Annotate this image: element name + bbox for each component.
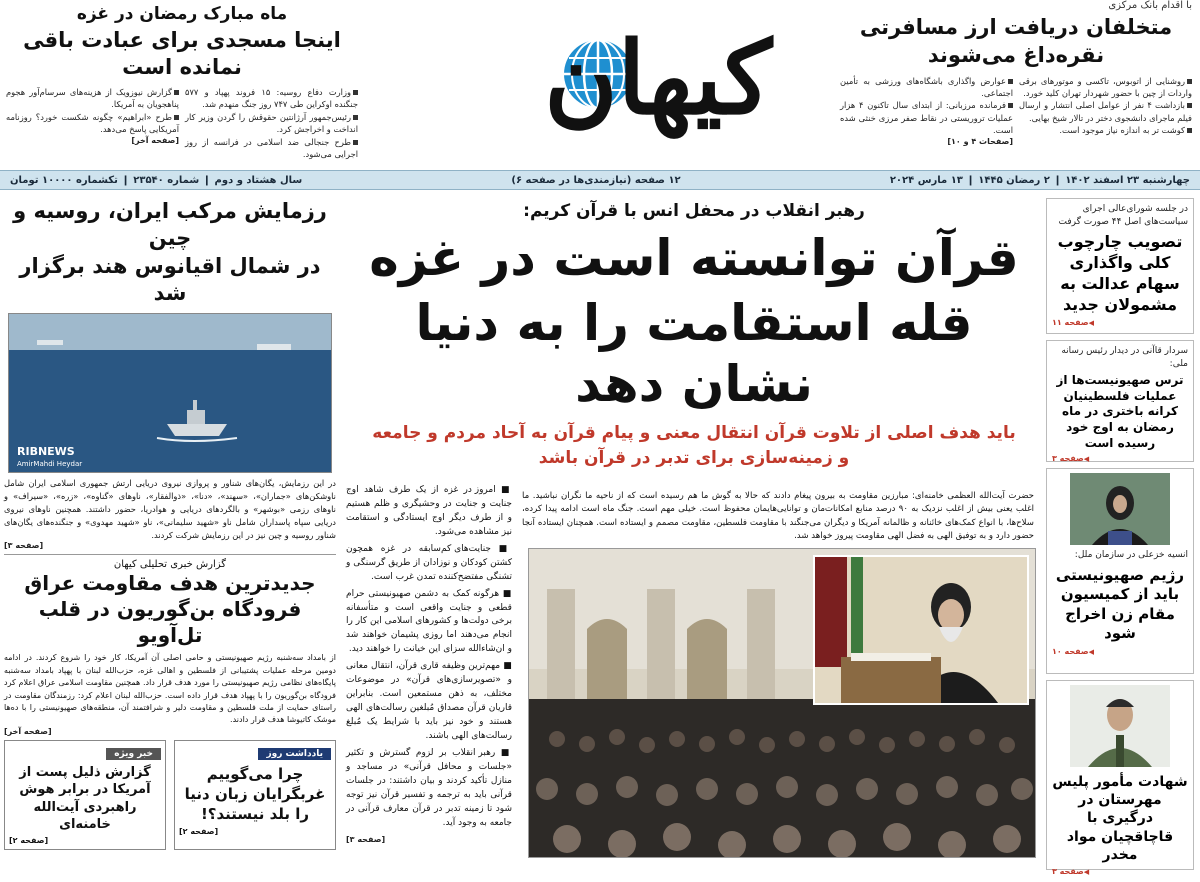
brief-text: رئیس‌جمهور آرژانتین حقوقش را گردن وزیر کار انداخت و اخراجش کرد. <box>185 111 358 135</box>
brief-item[interactable] <box>6 111 179 136</box>
brief-item[interactable] <box>1019 99 1192 124</box>
lead-subhead-2[interactable]: و زمینه‌سازی برای تدبر در قرآن باشد <box>538 447 850 468</box>
page-reference[interactable]: ◀ صفحه ۳ <box>1052 867 1188 876</box>
right-story-4[interactable] <box>1046 680 1194 876</box>
bullet-icon <box>353 90 358 95</box>
right-story-2[interactable] <box>1046 340 1194 462</box>
date-bar <box>0 170 1200 190</box>
report-kicker: گزارش خبری تحلیلی کیهان <box>113 559 227 571</box>
lead-headline-1[interactable]: قرآن توانسته است در غزه <box>369 229 1019 287</box>
special-news-headline[interactable]: گزارش ذلیل پست از آمریکا در برابر هوش راهبردی آیت‌الله خامنه‌ای <box>19 764 151 833</box>
brief-item[interactable] <box>1019 124 1192 136</box>
story-kicker: سردار قاآنی در دیدار رئیس رسانه ملی: <box>1061 346 1188 369</box>
right-column <box>1046 198 1194 878</box>
exercise-text: در این رزمایش، یگان‌های شناور و پروازی نیروی دریایی ارتش جمهوری اسلامی ایران شامل ناوشکن‌های «جماران»، «سهند»، «دنا»، «ذوالفقار»، ناوهای «گناوه»، «زره»، «سیراف» و ناوهای رزمی «بوشهر» و بالگردهای دریایی و هوادریا، حضور داشتند. همچنین ناوهای نیروی دریایی سپاه پاسداران شامل ناو «شهید سلیمانی»، ناو «شهید مهدوی» و جنگنده‌های یگان‌های شناور روسیه و چین نیز در این رزمایش شرکت کردند. <box>4 478 336 540</box>
report-headline-2[interactable]: فرودگاه بن‌گوریون در قلب تل‌آویو <box>38 597 302 648</box>
brief-text: روشنایی از اتوبوس، تاکسی و موتورهای برقی واردات از چین با حضور شهردار تهران کلید خورد. <box>1019 75 1192 98</box>
page-reference[interactable]: [صفحه آخر] <box>4 726 52 736</box>
page-reference[interactable]: [صفحه ۲] <box>179 826 219 836</box>
brief-item[interactable] <box>6 86 179 111</box>
editorial-tag: یادداشت روز <box>258 748 331 760</box>
page-reference[interactable]: [صفحه ۲] <box>9 836 49 846</box>
brief-item[interactable] <box>1019 75 1192 100</box>
officer-photo <box>1070 685 1170 767</box>
page-reference[interactable]: ◀ صفحه ۱۰ <box>1052 647 1188 656</box>
masthead-left-headline-2[interactable]: اینجا مسجدی برای عبادت باقی نمانده است <box>23 28 341 79</box>
lead-text-column <box>344 484 514 878</box>
masthead-right-kicker: با اقدام بانک مرکزی <box>1108 0 1192 11</box>
page-reference[interactable]: ◀ صفحه ۳ <box>1052 454 1188 463</box>
lead-story <box>344 198 1044 878</box>
naval-exercise-photo[interactable] <box>8 313 332 473</box>
issue-number: سال هشتاد و دوم ❙ شماره ۲۳۵۴۰ ❙ تکشماره ۱۰۰۰۰ تومان <box>10 174 303 186</box>
lead-headline-2[interactable]: قله استقامت را به دنیا نشان دهد <box>415 294 973 413</box>
brief-text: کوشت تر به اندازه نیاز موجود است. <box>1059 125 1185 136</box>
brief-item[interactable] <box>840 99 1013 136</box>
editorial-headline[interactable]: چرا می‌گوییم غربگرایان زبان دنیا را بلد نیستند؟! <box>184 764 326 824</box>
masthead-right-briefs-col2 <box>840 75 1013 146</box>
right-story-3[interactable] <box>1046 468 1194 674</box>
masthead-left-headline-1[interactable]: ماه مبارک رمضان در غزه <box>76 4 288 24</box>
brief-item[interactable] <box>185 136 358 161</box>
report-text: از بامداد سه‌شنبه رژیم صهیونیستی و حامی اصلی آن آمریکا، کار خود را شروع کردند. در ادامه دومین مرحله عملیات پشتیبانی از فلسطین و اهالی غزه، حزب‌الله لبنان با پهپاد بامداد سه‌شنبه پایگاه‌های نظامی رژیم صهیونیستی را مورد هدف قرار داد. همچنین مقاومت اسلامی عراق اعلام کرد فرودگاه بن‌گوریون را با پهپاد هدف قرار داده است. حزب‌الله لبنان اعلام کرد: رزمندگان مقاومت در راستای حمایت از ملت فلسطین و مقاومت دلیر و شرافتمند آن، منطقه‌های صهیونیستی را با ده‌ها موشک کاتیوشا هدف قرار دادند. <box>4 653 336 725</box>
masthead-right-story[interactable] <box>840 0 1192 168</box>
page-count: ۱۲ صفحه (نیازمندی‌ها در صفحه ۶) <box>511 174 681 186</box>
bullet-icon <box>353 140 358 145</box>
brief-text: فرمانده مرزبانی: از ابتدای سال تاکنون ۴ هزار عملیات تروریستی در نقاط صفر مرزی خنثی شده است. <box>840 100 1013 136</box>
brief-item[interactable] <box>185 86 358 111</box>
exercise-headline-1[interactable]: رزمایش مرکب ایران، روسیه و چین <box>13 199 327 251</box>
story-headline[interactable]: ترس صهیونیست‌ها از عملیات فلسطینیان کرانه باختری در ماه رمضان به اوج خود رسیده است <box>1056 373 1184 450</box>
bullet-icon <box>1008 79 1013 84</box>
brief-text: طرح «ابراهیم» چگونه شکست خورد؟ روزنامه آمریکایی پاسخ می‌دهد. <box>6 111 179 135</box>
page-reference[interactable]: [صفحه ۳] <box>4 541 44 551</box>
story-headline[interactable]: تصویب چارچوب کلی واگذاری سهام عدالت به مشمولان جدید <box>1057 232 1183 314</box>
bullet-icon <box>353 115 358 120</box>
story-kicker: در جلسه شورای‌عالی اجرای سیاست‌های اصل ۴۴ صورت گرفت <box>1058 204 1188 227</box>
speaker-photo <box>1070 473 1170 545</box>
issue-date: چهارشنبه ۲۳ اسفند ۱۴۰۲ ❙ ۲ رمضان ۱۴۴۵ ❙ ۱۳ مارس ۲۰۲۴ <box>889 174 1190 186</box>
story-headline[interactable]: رژیم صهیونیستی باید از کمیسیون مقام زن اخراج شود <box>1055 565 1185 643</box>
logo-wordmark: کیهان <box>544 19 772 137</box>
brief-item[interactable] <box>185 111 358 136</box>
masthead-right-briefs-col1 <box>1019 75 1192 146</box>
person-icon <box>1070 685 1170 767</box>
brief-text: وزارت دفاع روسیه: ۱۵ فروند پهپاد و ۵۷۷ جنگنده اوکراین طی ۷۴۷ روز جنگ منهدم شد. <box>185 86 358 110</box>
bullet-icon <box>1187 103 1192 108</box>
bullet-icon <box>1008 103 1013 108</box>
report-headline-1[interactable]: جدیدترین هدف مقاومت عراق <box>24 571 316 596</box>
photo-credit: RIBNEWS <box>17 445 75 459</box>
masthead <box>0 0 1200 172</box>
story-kicker: انسیه خزعلی در سازمان ملل: <box>1074 550 1188 560</box>
person-icon <box>1070 473 1170 545</box>
page-reference[interactable]: [صفحات ۴ و ۱۰] <box>947 136 1013 146</box>
lead-point: ■ رهبر انقلاب بر لزوم گسترش و تکثیر «جلسات و محافل قرآنی» در مساجد و منازل تأکید کردند و بیان داشتند: در جلسات قرآنی باید به ترجمه و تفسیر قرآن نیز توجه شود تا زمینه تدبر در قرآن معارف قرآنی در جامعه به وجود آید. <box>346 747 512 828</box>
page-reference[interactable]: [صفحه ۳] <box>346 834 386 844</box>
editorial-box[interactable] <box>174 740 336 850</box>
lead-kicker: رهبر انقلاب در محفل انس با قرآن کریم: <box>523 201 865 221</box>
leader-inset-photo <box>813 555 1029 705</box>
brief-text: طرح جنجالی ضد اسلامی در فرانسه از روز اجرایی می‌شود. <box>185 136 358 159</box>
special-news-box[interactable] <box>4 740 166 850</box>
bullet-icon <box>174 115 179 120</box>
masthead-left-briefs-col1 <box>185 86 358 161</box>
lead-photo[interactable] <box>528 548 1036 858</box>
lead-point: ■ امروز در غزه از یک طرف شاهد اوج جنایت و جنایت در وحشیگری و ظلم هستیم و از طرف دیگر اوج ایستادگی و استقامت نیز مشاهده می‌شود. <box>346 485 512 537</box>
lead-subhead-1[interactable]: باید هدف اصلی از تلاوت قرآن انتقال معنی و پیام قرآن به آحاد مردم و جامعه <box>372 423 1016 443</box>
page-reference[interactable]: ◀ صفحه ۱۱ <box>1052 318 1188 327</box>
lead-intro-text: حضرت آیت‌الله العظمی خامنه‌ای: مبارزین مقاومت به بیرون پیغام دادند که حالا به گوش ما هم رسیده است که از ناحیه ما نگران نباشید. ما اغلب یعنی بیش از اغلب نزدیک به ۹۰ درصد منابع امکانات‌مان و توانایی‌هایمان محفوظ است. خیلی مهم است. جنگ ماه است ادامه پیدا کرده، سلاح‌ها، با انواع کمک‌های خائنانه و ظالمانه آمریکا و دیگران می‌جنگند با مقاومت فلسطین، مقاومت مصمم و ایستاده است. همچنان ایستاده آنجا حضور دارد و به توفیق الهی به فضل الهی مقاومت پیروز خواهد شد. <box>522 491 1034 541</box>
lead-point: ■ هرگونه کمک به دشمن صهیونیستی حرام قطعی و جنایت واقعی است و متأسفانه برخی دولت‌ها و کشورهای اسلامی این کار را انجام می‌دهند اما روزی پشیمان خواهند شد و ان‌شاءالله سزای این خیانت را خواهند دید. <box>346 588 512 655</box>
masthead-right-headline-2[interactable]: نقره‌داغ می‌شوند <box>927 43 1105 68</box>
speaker-icon <box>813 557 1027 705</box>
special-news-tag: خبر ویژه <box>106 748 161 760</box>
masthead-left-story[interactable] <box>6 0 358 168</box>
lead-lower <box>344 484 1044 878</box>
feature-boxes <box>4 740 336 850</box>
masthead-right-headline-1[interactable]: متخلفان دریافت ارز مسافرتی <box>859 15 1173 39</box>
right-story-1[interactable] <box>1046 198 1194 334</box>
section-divider <box>4 554 336 555</box>
left-column <box>4 198 336 878</box>
exercise-headline-2[interactable]: در شمال اقیانوس هند برگزار شد <box>19 253 321 305</box>
masthead-left-briefs-col2 <box>6 86 179 161</box>
page-reference[interactable]: [صفحه آخر] <box>131 135 179 145</box>
bullet-icon <box>1187 128 1192 133</box>
brief-text: عوارض واگذاری باشگاه‌های ورزشی به تأمین اجتماعی. <box>840 75 1013 98</box>
brief-text: بازداشت ۴ نفر از عوامل اصلی انتشار و ارسال فیلم ماجرای دانشجوی دختر در تالار شیخ بهایی. <box>1019 100 1192 123</box>
masthead-logo[interactable] <box>420 8 790 168</box>
lead-point: ■ مهم‌ترین وظیفه قاری قرآن، انتقال معانی و «تصویرسازی‌های قرآن» در موضوعات مختلف، به ذهن مستمعین است. بنابراین قاریان قرآن مصداق مُبلغین رسالت‌های الهی هستند و خود نیز باید با شرایط یک مُبلغ رسالت‌های الهی باشند. <box>346 661 512 741</box>
story-headline[interactable]: شهادت مأمور پلیس مهرستان در درگیری با قاچاقچیان مواد مخدر <box>1052 774 1188 863</box>
brief-item[interactable] <box>840 75 1013 100</box>
lead-point: ■ جنایت‌های کم‌سابقه در غزه همچون کشتن کودکان و نوزادان از طریق گرسنگی و تشنگی مفتضح‌کننده تمدن غرب است. <box>346 543 512 582</box>
photo-credit-sub: AmirMahdi Heydar <box>17 460 83 469</box>
brief-text: گزارش نیوزویک از هزینه‌های سرسام‌آور هجوم پناهجویان به آمریکا. <box>6 86 179 110</box>
bullet-icon <box>174 90 179 95</box>
bullet-icon <box>1187 79 1192 84</box>
